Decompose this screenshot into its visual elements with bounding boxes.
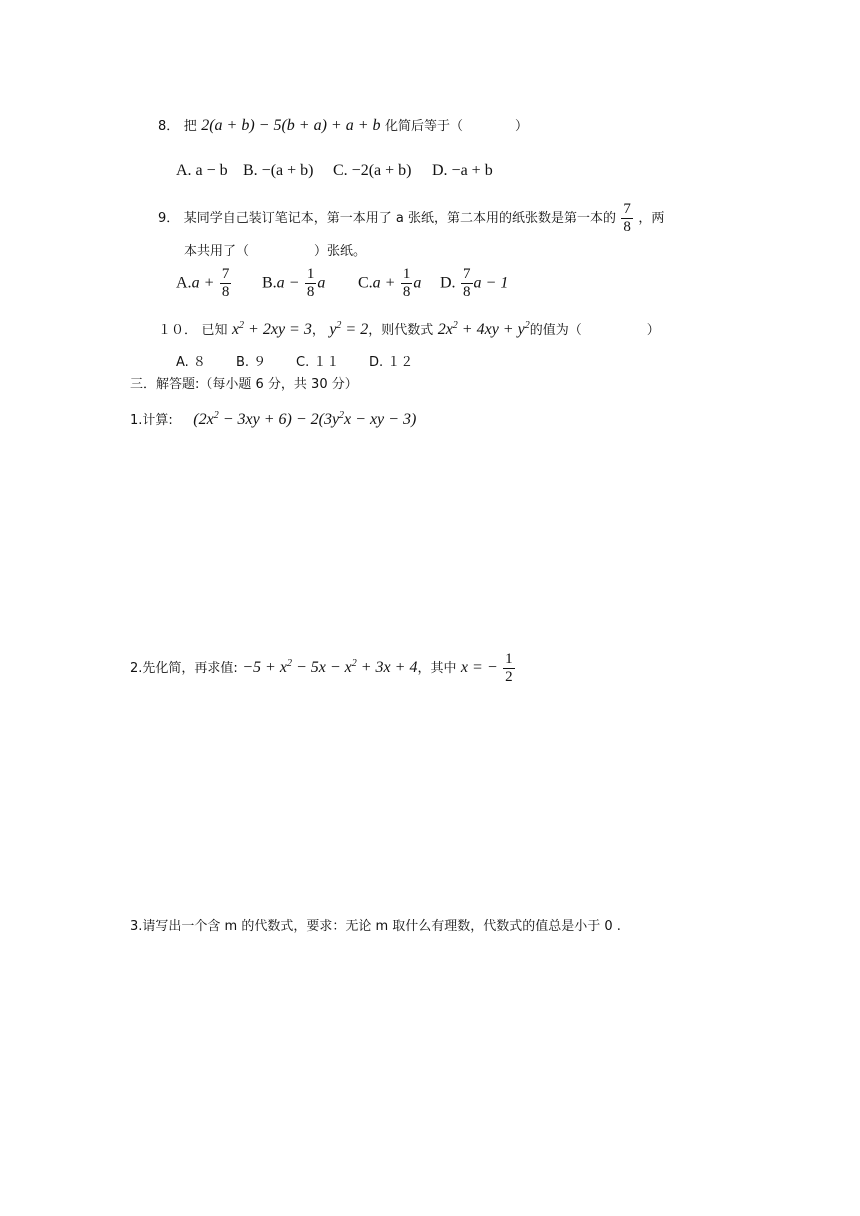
- problem-1: [130, 410, 416, 431]
- problem-label: 2.先化简，再求值:: [130, 661, 238, 676]
- question-expression: 2(a + b) − 5(b + a) + a + b: [201, 117, 381, 134]
- problem-expression: $(2x^2 - 3xy + 6) - 2(3y^2x$ − xy − 3): [193, 410, 417, 428]
- problem-3: 3.请写出一个含 m 的代数式，要求：无论 m 取什么有理数，代数式的值总是小于 0 .: [130, 919, 621, 934]
- question-lead: 把: [183, 119, 197, 134]
- condition-2: $y^2 = 2$: [329, 320, 369, 338]
- question-9-line2: [184, 241, 366, 262]
- problem-expression: $-5 + x^2 - 5x - x^2 + 3x + 4$: [242, 658, 418, 676]
- option-b: B.a − $\frac{1}{8}$ a: [262, 266, 326, 300]
- question-mid: ，则代数式: [368, 323, 434, 338]
- option-b: B. ９: [236, 355, 267, 370]
- option-c: C. −2(a + b): [333, 162, 412, 179]
- option-d: D. −a + b: [432, 162, 493, 179]
- question-10: [158, 320, 660, 341]
- question-number: １０．: [158, 323, 198, 338]
- option-a: A. ８: [176, 355, 206, 370]
- fraction: $\frac{7}{8}$: [623, 200, 631, 235]
- question-tail: 的值为（ ）: [529, 323, 660, 338]
- option-d: D. １２: [369, 355, 414, 370]
- question-tail: 化简后等于（ ）: [384, 119, 528, 134]
- separator: ，: [311, 323, 325, 338]
- problem-2: [130, 648, 516, 689]
- option-c: C. １１: [296, 355, 340, 370]
- option-b: B. −(a + b): [243, 162, 314, 179]
- option-a: A.a + $\frac{7}{8}$: [176, 266, 230, 300]
- question-number: 8．: [158, 119, 180, 134]
- problem-label: 1.计算:: [130, 413, 173, 428]
- x-equals: x = −: [460, 659, 498, 676]
- question-text-tail: ，两: [638, 211, 665, 226]
- question-expression: $2x^2 + 4xy + y^2$: [437, 320, 530, 338]
- question-8: [158, 116, 528, 137]
- question-number: 9．: [158, 211, 180, 226]
- fraction: $\frac{1}{2}$: [505, 650, 513, 685]
- condition-1: $x^2 + 2xy = 3$: [231, 320, 312, 338]
- question-text: 本共用了（ ）张纸。: [184, 244, 367, 259]
- question-text: 某同学自己装订笔记本，第一本用了 a 张纸，第二本用的纸张数是第一本的: [183, 211, 616, 226]
- option-d: D. $\frac{7}{8}$ a − 1: [440, 266, 509, 300]
- section-heading: 三．解答题:（每小题 6 分，共 30 分）: [130, 377, 358, 392]
- problem-mid: ，其中: [417, 661, 457, 676]
- question-lead: 已知: [201, 323, 228, 338]
- question-9: [158, 200, 664, 237]
- option-a: A. a − b: [176, 162, 228, 179]
- option-c: C.a + $\frac{1}{8}$ a: [358, 266, 422, 300]
